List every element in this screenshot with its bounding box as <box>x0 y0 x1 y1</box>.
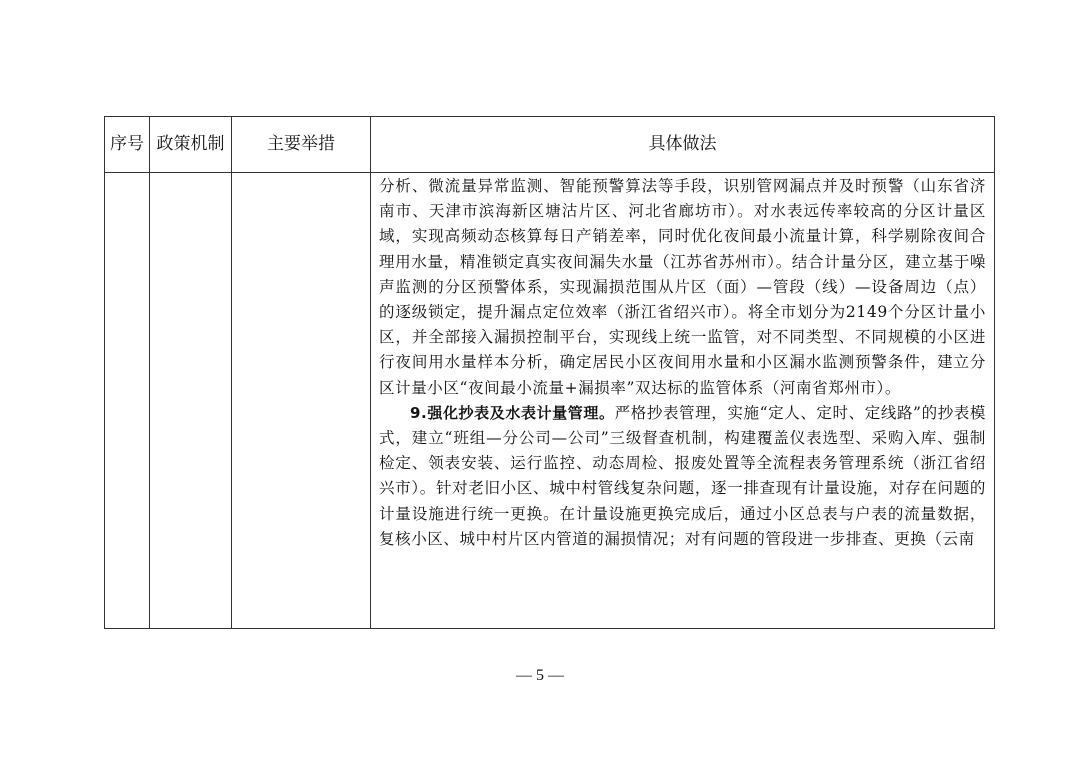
header-serial-number: 序号 <box>105 117 150 173</box>
policy-table <box>104 116 995 629</box>
cell-main-measures <box>232 173 371 629</box>
cell-policy-mechanism <box>150 173 232 629</box>
measure-heading: 9.强化抄表及水表计量管理。 <box>410 403 615 422</box>
header-policy-mechanism: 政策机制 <box>150 117 232 173</box>
page-number: — 5 — <box>516 667 564 684</box>
practice-paragraph <box>379 401 986 552</box>
practice-paragraph: 分析、微流量异常监测、智能预警算法等手段，识别管网漏点并及时预警（山东省济南市、天津市滨海新区塘沽片区、河北省廊坊市）。对水表远传率较高的分区计量区域，实现高频动态核算每日产销差率，同时优化夜间最小流量计算，科学剔除夜间合理用水量，精准锁定真实夜间漏失水量（江苏省苏州市）。结合计量分区，建立基于噪声监测的分区预警体系，实现漏损范围从片区（面）—管段（线）—设备周边（点）的逐级锁定，提升漏点定位效率（浙江省绍兴市）。将全市划分为2149个分区计量小区，并全部接入漏损控制平台，实现线上统一监管，对不同类型、不同规模的小区进行夜间用水量样本分析，确定居民小区夜间用水量和小区漏水监测预警条件，建立分区计量小区“夜间最小流量+漏损率”双达标的监管体系（河南省郑州市）。 <box>379 177 986 397</box>
table-row <box>105 173 995 629</box>
cell-serial-number <box>105 173 150 629</box>
measure-body: 严格抄表管理，实施“定人、定时、定线路”的抄表模式，建立“班组—分公司—公司”三级督查机制，构建覆盖仪表选型、采购入库、强制检定、领表安装、运行监控、动态周检、报废处置等全流程表务管理系统（浙江省绍兴市）。针对老旧小区、城中村管线复杂问题，逐一排查现有计量设施，对存在问题的计量设施进行统一更换。在计量设施更换完成后，通过小区总表与户表的流量数据，复核小区、城中村片区内管道的漏损情况；对有问题的管段进一步排查、更换（云南 <box>379 403 987 548</box>
header-main-measures: 主要举措 <box>232 117 371 173</box>
header-specific-practices: 具体做法 <box>371 117 995 173</box>
table-header-row <box>105 117 995 173</box>
cell-specific-practices <box>371 173 995 629</box>
